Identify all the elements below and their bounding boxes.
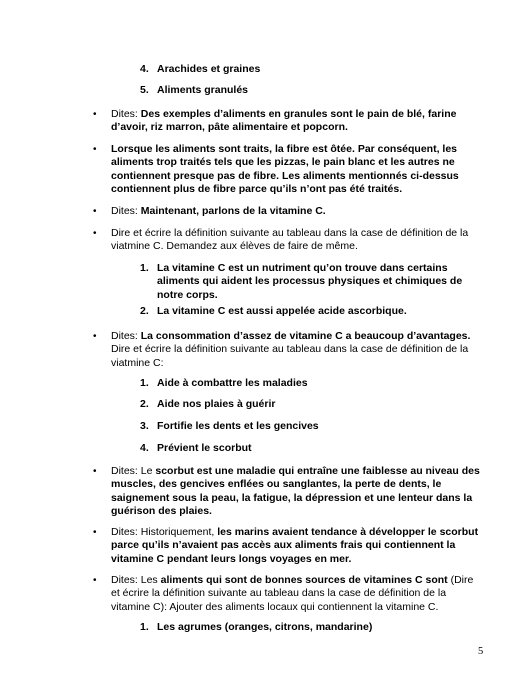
bullet-marker: • [93,206,97,217]
speaker-lead: Dites: Le [111,465,156,477]
speaker-lead: Dites: [111,108,141,120]
list-item: La vitamine C est aussi appelée acide ascorbique. [157,305,407,317]
bold-text: aliments qui sont de bonnes sources de vitamines C sont [160,574,448,586]
list-number: 2. [140,398,149,410]
list-number: 1. [140,377,149,389]
plain-text: (Dire et écrire la définition suivante au tableau dans la case de définition de la vitamine C): Ajouter des aliments locaux qui contiennent la vitamine C. [111,574,474,613]
list-item: Aide à combattre les maladies [157,377,308,389]
bullet-marker: • [93,466,97,477]
bullet-paragraph: Dire et écrire la définition suivante au tableau dans la case de définition de la viatmine C. Demandez aux élèves de faire de même. [111,227,469,253]
speaker-lead: Dites: Historiquement, [111,526,218,538]
list-number: 2. [140,305,149,317]
bullet-marker: • [93,109,97,120]
bullet-paragraph [111,574,481,614]
bullet-paragraph [111,330,481,370]
list-number: 5. [140,84,149,96]
bold-text: La consommation d’assez de vitamine C a beaucoup d’avantages. [140,330,471,342]
bullet-marker: • [93,527,97,538]
bold-text: Maintenant, parlons de la vitamine C. [140,205,326,217]
bold-text: scorbut est une maladie qui entraîne une faiblesse au niveau des muscles, des gencives enflées ou sanglantes, la perte de dents, le saignement sous la peau, la fatigue, la dépression et une lenteur dans la guérison des plaies. [111,465,480,517]
speaker-lead: Dites: Les [111,574,161,586]
bullet-marker: • [93,144,97,155]
list-number: 4. [140,63,149,75]
bullet-paragraph [111,108,481,135]
page-number: 5 [478,646,484,657]
plain-text: Dire et écrire la définition suivante au tableau dans la case de définition de la viatmine C: [111,343,469,369]
list-item: Aliments granulés [157,84,249,96]
list-item: Fortifie les dents et les gencives [157,420,319,432]
bullet-marker: • [93,575,97,586]
bullet-marker: • [93,228,97,239]
list-item: Aide nos plaies à guérir [157,398,276,410]
list-number: 3. [140,420,149,432]
bold-text: les marins avaient tendance à développer le scorbut parce qu’ils n’avaient pas accès aux aliments frais qui contiennent la vitamine C pendant leurs longs voyages en mer. [111,526,479,565]
list-number: 1. [140,621,149,633]
speaker-lead: Dites: [111,205,141,217]
list-item: Les agrumes (oranges, citrons, mandarine) [157,621,373,633]
list-number: 4. [140,442,149,454]
list-number: 1. [140,262,149,274]
list-item: La vitamine C est un nutriment qu’on trouve dans certains aliments qui aident les processus physiques et chimiques de notre corps. [157,262,463,301]
bullet-paragraph [111,526,481,566]
list-item: Arachides et graines [157,63,261,75]
list-item: Prévient le scorbut [157,442,252,454]
bullet-paragraph [111,205,481,218]
bold-text: Des exemples d’aliments en granules sont le pain de blé, farine d’avoir, riz marron, pâte alimentaire et popcorn. [111,108,457,134]
bullet-marker: • [93,331,97,342]
speaker-lead: Dites: [111,330,141,342]
bullet-paragraph [111,465,481,518]
bullet-paragraph: Lorsque les aliments sont traits, la fibre est ôtée. Par conséquent, les aliments trop traités tels que les pizzas, le pain blanc et les autres ne contiennent presque pas de fibre. Les aliments mentionnés ci-dessus contiennent plus de fibre parce qu’ils n’ont pas été traités. [111,143,459,195]
